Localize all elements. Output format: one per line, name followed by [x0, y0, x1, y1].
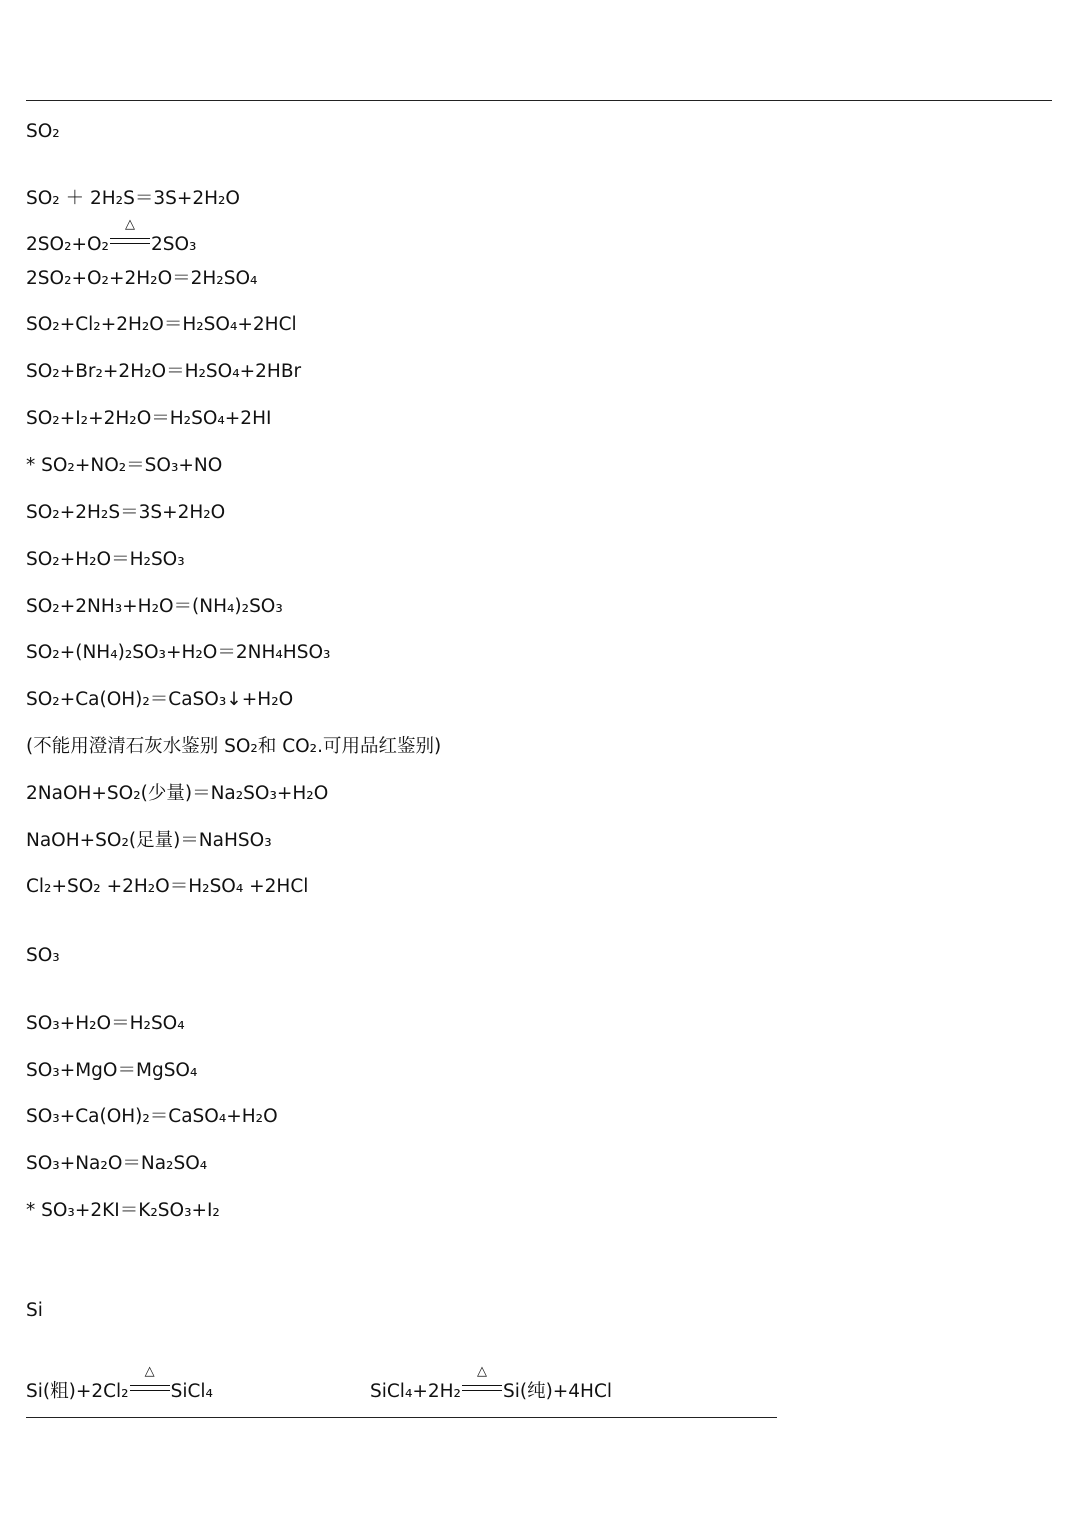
equation-left: 2SO₂+O₂ [26, 234, 109, 255]
double-equals-sign [110, 238, 150, 244]
equation-so2-15: Cl₂+SO₂ +2H₂O＝H₂SO₄ +2HCl [26, 876, 309, 897]
equation-si-2 [370, 1364, 613, 1404]
equation-so2-8: SO₂+2H₂S＝3S+2H₂O [26, 502, 226, 523]
equation-right: 2SO₃ [150, 234, 197, 255]
equation-so3-4: SO₃+Na₂O＝Na₂SO₄ [26, 1153, 208, 1174]
heating-condition [110, 217, 150, 257]
equation-so2-13: 2NaOH+SO₂(少量)＝Na₂SO₃+H₂O [26, 783, 329, 804]
section-title-so3: SO₃ [26, 945, 60, 966]
equation-so2-2 [26, 217, 197, 257]
equation-si-1 [26, 1364, 213, 1404]
double-equals-sign [462, 1385, 502, 1391]
heating-condition [462, 1364, 502, 1404]
equation-left: Si(粗)+2Cl₂ [26, 1381, 129, 1402]
equation-so2-14: NaOH+SO₂(足量)＝NaHSO₃ [26, 830, 272, 851]
top-rule [26, 100, 1052, 101]
heat-triangle-icon: △ [124, 217, 135, 232]
section-title-si: Si [26, 1300, 43, 1321]
double-equals-sign [130, 1385, 170, 1391]
equation-so2-12: SO₂+Ca(OH)₂＝CaSO₃↓+H₂O [26, 689, 294, 710]
equation-so2-10: SO₂+2NH₃+H₂O＝(NH₄)₂SO₃ [26, 596, 283, 617]
equation-so3-2: SO₃+MgO＝MgSO₄ [26, 1060, 198, 1081]
bottom-rule [26, 1417, 777, 1418]
heat-triangle-icon: △ [476, 1364, 487, 1379]
equation-so2-9: SO₂+H₂O＝H₂SO₃ [26, 549, 185, 570]
equation-so2-6: SO₂+I₂+2H₂O＝H₂SO₄+2HI [26, 408, 272, 429]
equation-so2-5: SO₂+Br₂+2H₂O＝H₂SO₄+2HBr [26, 361, 302, 382]
equation-so2-7: * SO₂+NO₂＝SO₃+NO [26, 455, 223, 476]
equation-left: SiCl₄+2H₂ [370, 1381, 461, 1402]
heating-condition [130, 1364, 170, 1404]
heat-triangle-icon: △ [144, 1364, 155, 1379]
equation-so2-1: SO₂ ＋ 2H₂S＝3S+2H₂O [26, 188, 240, 209]
equation-so3-3: SO₃+Ca(OH)₂＝CaSO₄+H₂O [26, 1106, 278, 1127]
equation-so3-5: * SO₃+2KI＝K₂SO₃+I₂ [26, 1200, 220, 1221]
equation-so2-11: SO₂+(NH₄)₂SO₃+H₂O＝2NH₄HSO₃ [26, 642, 331, 663]
equation-right: SiCl₄ [170, 1381, 213, 1402]
equation-right: Si(纯)+4HCl [502, 1381, 613, 1402]
note-so2: (不能用澄清石灰水鉴别 SO₂和 CO₂.可用品红鉴别) [26, 736, 442, 757]
equation-so2-3: 2SO₂+O₂+2H₂O＝2H₂SO₄ [26, 268, 258, 289]
section-title-so2: SO₂ [26, 121, 60, 142]
equation-so3-1: SO₃+H₂O＝H₂SO₄ [26, 1013, 185, 1034]
equation-so2-4: SO₂+Cl₂+2H₂O＝H₂SO₄+2HCl [26, 314, 297, 335]
